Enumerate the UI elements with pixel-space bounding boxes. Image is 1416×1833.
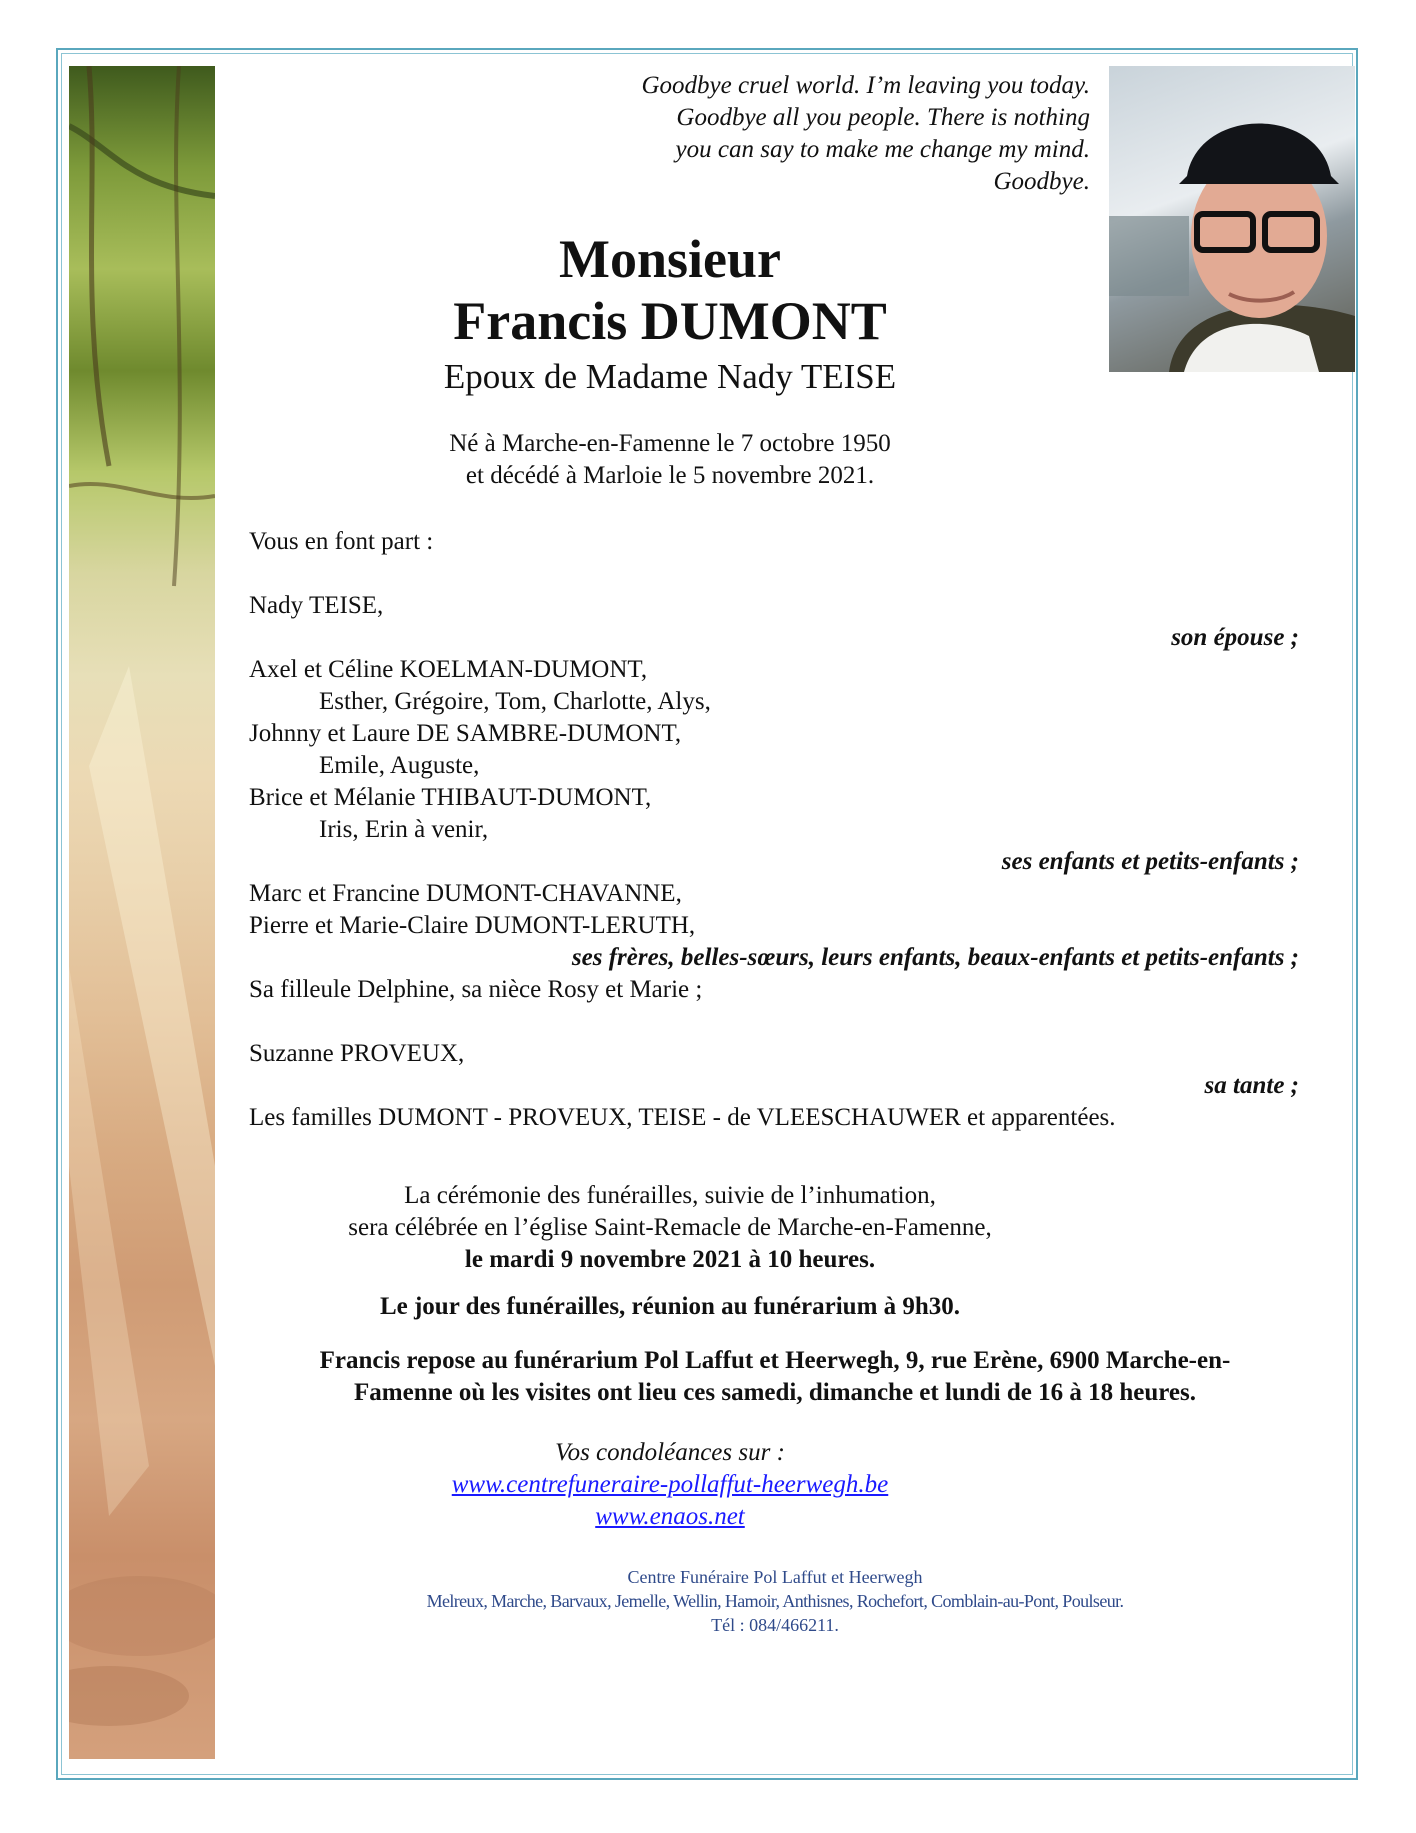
family-member: Nady TEISE,	[249, 592, 384, 619]
quote-line: Goodbye all you people. There is nothing	[676, 104, 1090, 131]
death-line: et décédé à Marloie le 5 novembre 2021.	[465, 462, 875, 489]
life-dates	[250, 428, 1090, 492]
firm-locations: Melreux, Marche, Barvaux, Jemelle, Wellin, Hamoir, Anthisnes, Rochefort, Comblain-au-Pont, Poulseur.	[426, 1591, 1124, 1611]
reunion-note: Le jour des funérailles, réunion au funérarium à 9h30.	[379, 1293, 961, 1320]
honorific-title: Monsieur	[559, 229, 781, 289]
family-member: Emile, Auguste,	[319, 752, 480, 779]
deceased-name-block	[250, 228, 1090, 352]
quote-line: Goodbye cruel world. I’m leaving you today.	[641, 72, 1090, 99]
epigraph-quote	[520, 70, 1090, 198]
repose-line: Francis repose au funérarium Pol Laffut et Heerwegh, 9, rue Erène, 6900 Marche-en-	[319, 1347, 1231, 1374]
enaos-link[interactable]: www.enaos.net	[595, 1503, 745, 1530]
family-member: Johnny et Laure DE SAMBRE-DUMONT,	[249, 720, 682, 747]
ceremony-datetime: le mardi 9 novembre 2021 à 10 heures.	[464, 1246, 876, 1273]
birth-line: Né à Marche-en-Famenne le 7 octobre 1950	[449, 430, 891, 457]
relation-label: ses frères, belles-sœurs, leurs enfants, beaux-enfants et petits-enfants ;	[571, 944, 1299, 971]
relation-label: sa tante ;	[1204, 1072, 1299, 1099]
family-member: Pierre et Marie-Claire DUMONT-LERUTH,	[249, 912, 696, 939]
portrait-photo	[1109, 66, 1355, 372]
quote-line: Goodbye.	[993, 168, 1090, 195]
funeral-home-link[interactable]: www.centrefuneraire-pollaffut-heerwegh.be	[451, 1471, 889, 1498]
family-member: Marc et Francine DUMONT-CHAVANNE,	[249, 880, 682, 907]
forest-path-side-image	[69, 66, 215, 1759]
condolences-label: Vos condoléances sur :	[555, 1439, 785, 1466]
family-member: Les familles DUMONT - PROVEUX, TEISE - de VLEESCHAUWER et apparentées.	[249, 1104, 1116, 1131]
relation-label: son épouse ;	[1171, 624, 1299, 651]
family-member: Iris, Erin à venir,	[319, 816, 489, 843]
quote-line: you can say to make me change my mind.	[675, 136, 1090, 163]
family-member: Brice et Mélanie THIBAUT-DUMONT,	[249, 784, 652, 811]
repose-note	[250, 1345, 1300, 1409]
family-member: Esther, Grégoire, Tom, Charlotte, Alys,	[319, 688, 711, 715]
family-member: Sa filleule Delphine, sa nièce Rosy et Marie ;	[249, 976, 703, 1003]
firm-name: Centre Funéraire Pol Laffut et Heerwegh	[627, 1567, 923, 1587]
family-announcement	[249, 526, 1299, 1134]
funeral-home-footer	[300, 1565, 1250, 1637]
spouse-line: Epoux de Madame Nady TEISE	[443, 357, 897, 396]
firm-phone: Tél : 084/466211.	[711, 1615, 839, 1635]
ceremony-line: La cérémonie des funérailles, suivie de l’inhumation,	[404, 1182, 936, 1209]
ceremony-details	[250, 1180, 1090, 1276]
family-member: Axel et Céline KOELMAN-DUMONT,	[249, 656, 648, 683]
condolences-block	[250, 1437, 1090, 1533]
repose-line: Famenne où les visites ont lieu ces samedi, dimanche et lundi de 16 à 18 heures.	[354, 1379, 1196, 1406]
relation-label: ses enfants et petits-enfants ;	[1001, 848, 1299, 875]
deceased-name: Francis DUMONT	[453, 291, 887, 351]
ceremony-line: sera célébrée en l’église Saint-Remacle de Marche-en-Famenne,	[348, 1214, 992, 1241]
announcement-intro: Vous en font part :	[249, 528, 434, 555]
family-member: Suzanne PROVEUX,	[249, 1040, 465, 1067]
